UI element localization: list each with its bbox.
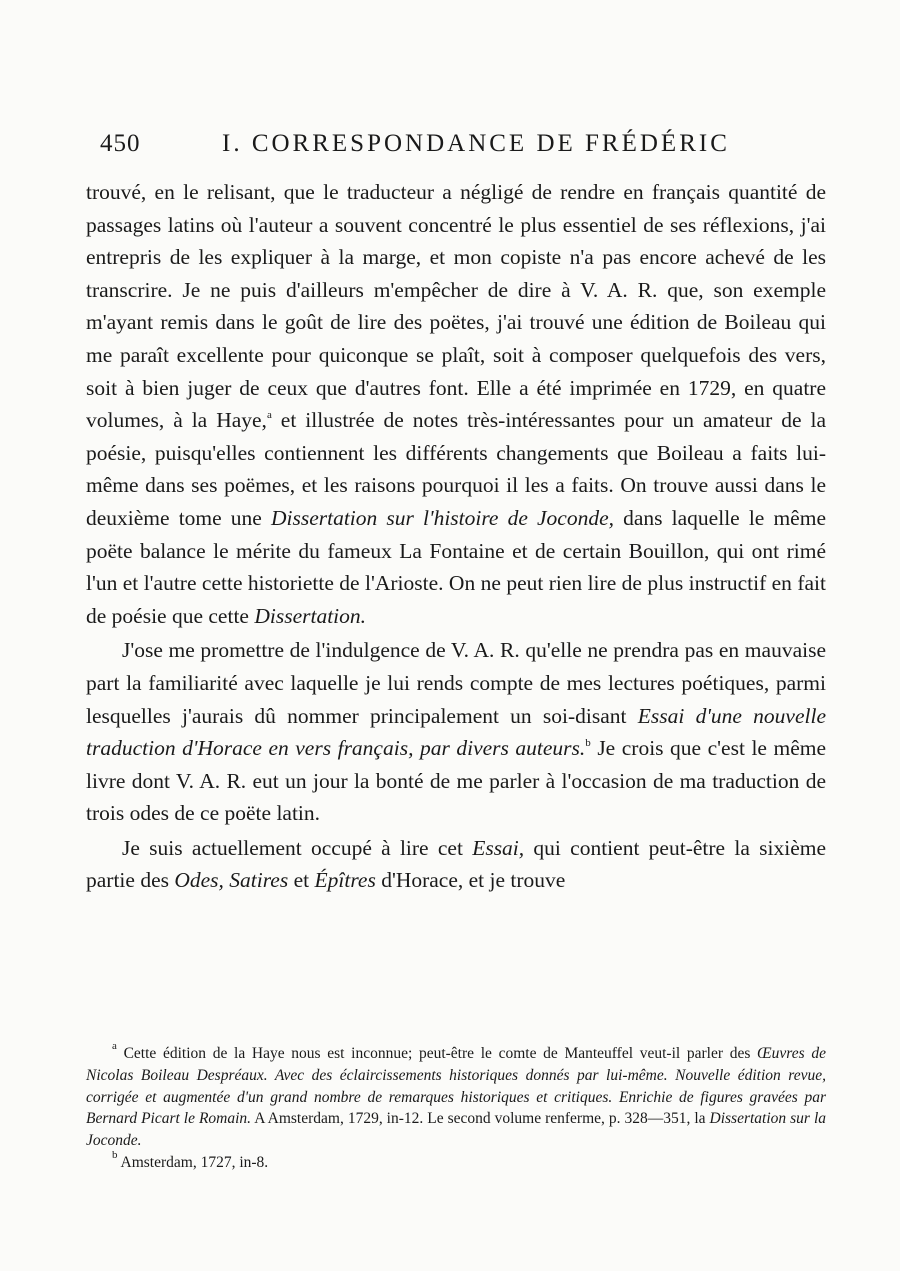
italic-title: Essai d'une nouvelle traduction d'Horace en vers français, par divers auteurs. (86, 703, 827, 761)
text-run: J'ose me promettre de l'indulgence de V. A. R. qu'elle ne prendra pas en mauvaise part la familiarité avec laquelle je lui rends compte de mes lectures poétiques, parmi lesquelles j'aurais dû nommer principalement un soi-disant (86, 638, 826, 728)
text-run: Amsterdam, 1727, in-8. (117, 1153, 269, 1171)
text-run: Je suis actuellement occupé à lire cet (122, 835, 473, 860)
footnote (86, 1148, 826, 1174)
italic-title: Épîtres (314, 868, 376, 893)
italic-title: Essai, (472, 835, 525, 860)
paragraph (86, 832, 826, 897)
italic-title: Dissertation sur la Joconde. (86, 1110, 826, 1150)
text-run: Je crois que c'est le même livre dont V. A. R. eut un jour la bonté de me parler à l'occasion de ma traduction de trois odes de ce poëte latin. (86, 736, 827, 826)
footnote-marker: a (266, 409, 272, 422)
paragraph (86, 176, 826, 632)
text-run: et illustrée de notes très-intéressantes pour un amateur de la poésie, puisqu'elles contiennent les différents changements que Boileau a faits lui-même dans ses poëmes, et les raisons pourquoi il les a faits. On trouve aussi dans le deuxième tome une (86, 408, 826, 530)
text-run: d'Horace, et je trouve (375, 868, 566, 893)
paragraph (86, 634, 826, 830)
text-run: dans laquelle le même poëte balance le mérite du fameux La Fontaine et de certain Bouillon, qui ont rimé l'un et l'autre cette historiette de l'Arioste. On ne peut rien lire de plus instructif en fait de poésie que cette (86, 505, 826, 628)
italic-title: Odes, Satires (174, 868, 289, 893)
footnote (86, 1040, 826, 1152)
text-run: trouvé, en le relisant, que le traducteur a négligé de rendre en français quantité de passages latins où l'auteur a souvent concentré le plus essentiel de ses réflexions, j'ai entrepris de les expliquer à la marge, et mon copiste n'a pas encore achevé de les transcrire. Je ne puis d'ailleurs m'empêcher de dire à V. A. R. que, son exemple m'ayant remis dans le goût de lire des poëtes, j'ai trouvé une édition de Boileau qui me paraît excellente pour quiconque se plaît, soit à composer quelquefois des vers, soit à bien juger de ceux que d'autres font. Elle a été imprimée en 1729, en quatre volumes, à la Haye, (86, 180, 826, 433)
italic-title: Œuvres de Nicolas Boileau Despréaux. Avec des éclaircissements historiques donnés par lui-même. Nouvelle édition revue, corrigée et augmentée d'un grand nombre de remarques historiques et critiques. Enrichie de figures gravées par Bernard Picart le Romain. (86, 1045, 826, 1128)
text-run: A Amsterdam, 1729, in-12. Le second volume renferme, p. 328—351, la (251, 1110, 710, 1128)
page-number: 450 (100, 130, 141, 157)
text-run: qui contient peut-être la sixième partie des (86, 835, 826, 893)
text-run: et (288, 868, 315, 893)
footnote-marker: a (112, 1040, 117, 1052)
footnote-marker: b (112, 1148, 118, 1161)
italic-title: Dissertation. (254, 603, 367, 628)
footnotes (86, 1040, 826, 1174)
footnote-marker: b (585, 737, 591, 750)
body-text (86, 176, 826, 897)
page-header (100, 130, 820, 166)
text-run: Cette édition de la Haye nous est inconnue; peut-être le comte de Manteuffel veut-il parler des (116, 1045, 758, 1062)
italic-title: Dissertation sur l'histoire de Joconde, (270, 505, 615, 530)
running-title: I. CORRESPONDANCE DE FRÉDÉRIC (222, 130, 730, 157)
